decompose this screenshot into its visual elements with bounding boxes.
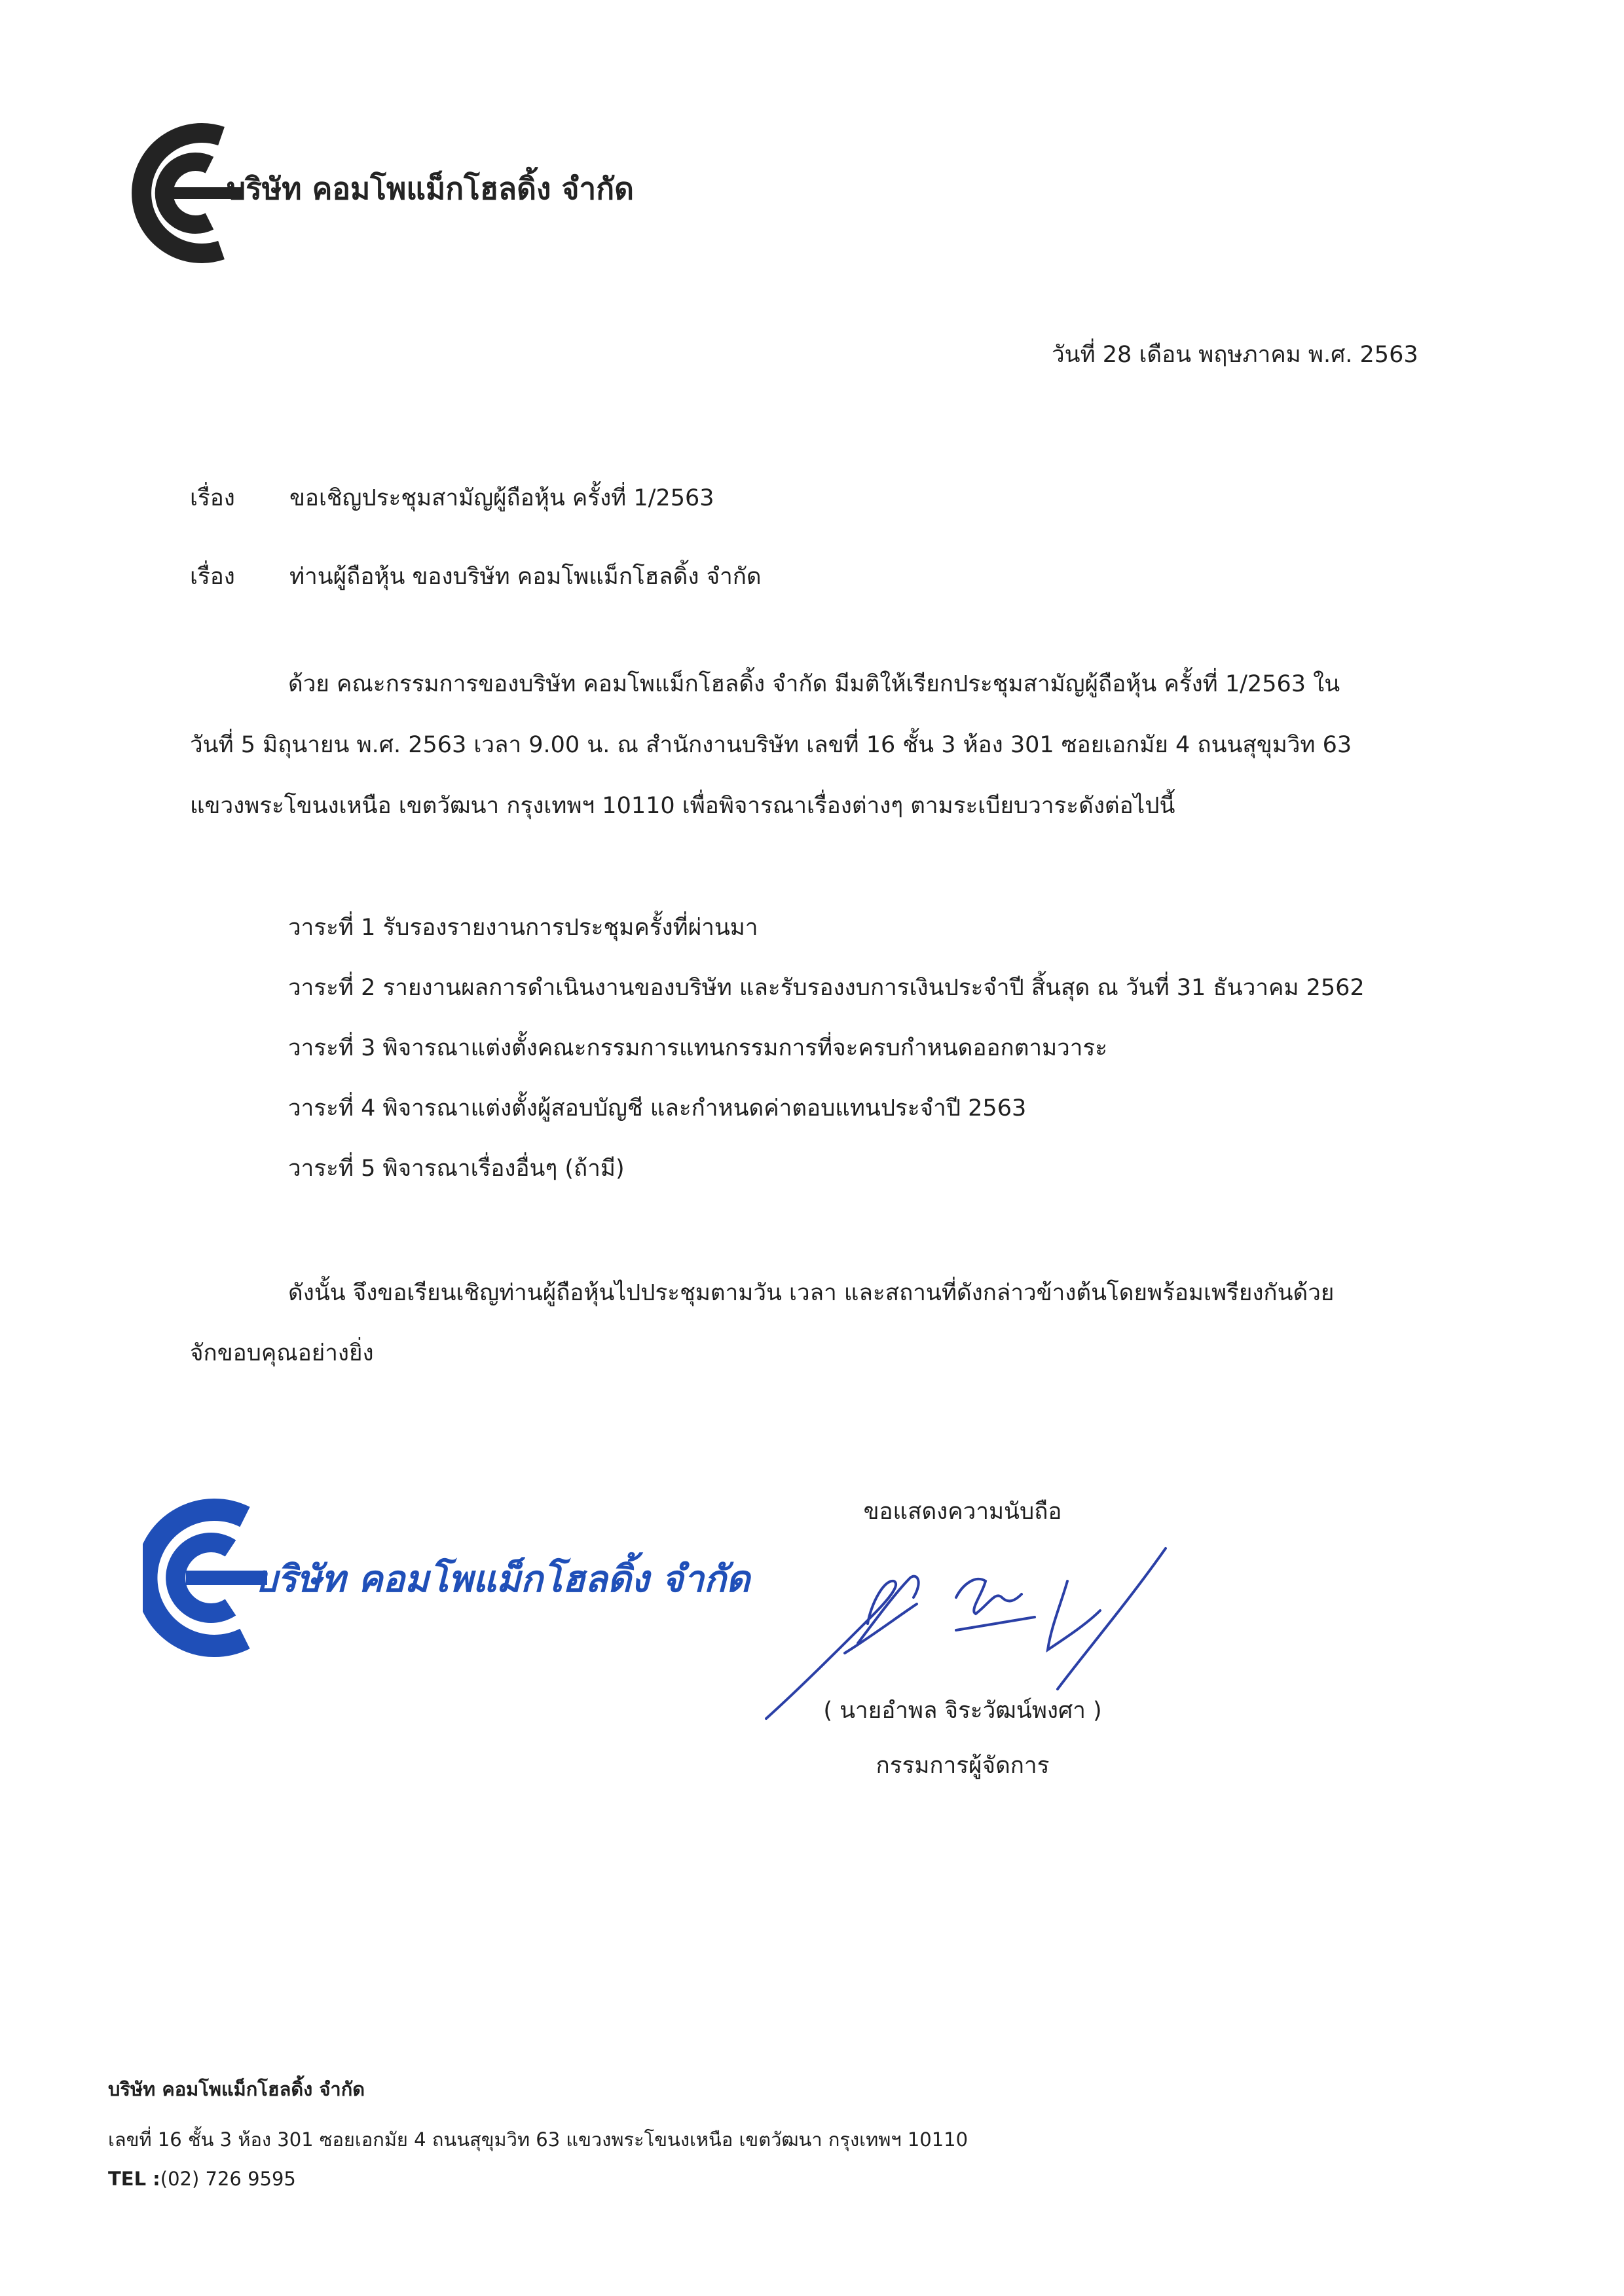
letterhead-company-name: บริษัท คอมโพแม็กโฮลดิ้ง จำกัด bbox=[227, 171, 634, 206]
footer-address: เลขที่ 16 ชั้น 3 ห้อง 301 ซอยเอกมัย 4 ถนนสุขุมวิท 63 แขวงพระโขนงเหนือ เขตวัฒนา กรุงเทพฯ 10110 bbox=[108, 2128, 969, 2151]
letterhead-logo bbox=[131, 118, 634, 268]
body-line: ด้วย คณะกรรมการของบริษัท คอมโพแม็กโฮลดิ้ง จำกัด มีมติให้เรียกประชุมสามัญผู้ถือหุ้น ครั้งที่ 1/2563 ใน bbox=[288, 671, 1340, 697]
agenda-item: วาระที่ 4 พิจารณาแต่งตั้งผู้สอบบัญชี และกำหนดค่าตอบแทนประจำปี 2563 bbox=[288, 1095, 1027, 1121]
signatory-name: ( นายอำพล จิระวัฒน์พงศา ) bbox=[823, 1698, 1102, 1724]
closing-line: ดังนั้น จึงขอเรียนเชิญท่านผู้ถือหุ้นไปประชุมตามวัน เวลา และสถานที่ดังกล่าวข้างต้นโดยพร้อมเพรียงกันด้วย bbox=[288, 1280, 1335, 1306]
footer-tel bbox=[108, 2168, 296, 2190]
agenda-item: วาระที่ 1 รับรองรายงานการประชุมครั้งที่ผ่านมา bbox=[288, 915, 758, 941]
footer-tel-number: (02) 726 9595 bbox=[160, 2168, 296, 2190]
footer-company-name: บริษัท คอมโพแม็กโฮลดิ้ง จำกัด bbox=[108, 2078, 365, 2100]
recipient-text: ท่านผู้ถือหุ้น ของบริษัท คอมโพแม็กโฮลดิ้ง จำกัด bbox=[289, 564, 762, 590]
date-line: วันที่ 28 เดือน พฤษภาคม พ.ศ. 2563 bbox=[1052, 342, 1418, 368]
agenda-item: วาระที่ 5 พิจารณาเรื่องอื่นๆ (ถ้ามี) bbox=[288, 1156, 625, 1182]
salutation: ขอแสดงความนับถือ bbox=[863, 1499, 1062, 1525]
footer-tel-label: TEL : bbox=[108, 2168, 160, 2190]
agenda-item: วาระที่ 3 พิจารณาแต่งตั้งคณะกรรมการแทนกรรมการที่จะครบกำหนดออกตามวาระ bbox=[288, 1035, 1108, 1061]
subject-text: ขอเชิญประชุมสามัญผู้ถือหุ้น ครั้งที่ 1/2563 bbox=[289, 485, 714, 511]
stamp-logo-icon bbox=[143, 1496, 267, 1660]
body-line: แขวงพระโขนงเหนือ เขตวัฒนา กรุงเทพฯ 10110 เพื่อพิจารณาเรื่องต่างๆ ตามระเบียบวาระดังต่อไปนี้ bbox=[190, 793, 1175, 819]
recipient-label: เรื่อง bbox=[190, 564, 235, 590]
company-logo-icon bbox=[131, 118, 242, 268]
signatory-position: กรรมการผู้จัดการ bbox=[876, 1753, 1050, 1779]
company-stamp bbox=[143, 1496, 750, 1660]
body-line: วันที่ 5 มิถุนายน พ.ศ. 2563 เวลา 9.00 น. ณ สำนักงานบริษัท เลขที่ 16 ชั้น 3 ห้อง 301 ซอยเอกมัย 4 ถนนสุขุมวิท 63 bbox=[190, 732, 1352, 758]
subject-label: เรื่อง bbox=[190, 485, 235, 511]
agenda-item: วาระที่ 2 รายงานผลการดำเนินงานของบริษัท และรับรองงบการเงินประจำปี สิ้นสุด ณ วันที่ 31 ธันวาคม 2562 bbox=[288, 975, 1365, 1001]
closing-line: จักขอบคุณอย่างยิ่ง bbox=[190, 1340, 374, 1366]
stamp-company-name: บริษัท คอมโพแม็กโฮลดิ้ง จำกัด bbox=[254, 1558, 750, 1601]
